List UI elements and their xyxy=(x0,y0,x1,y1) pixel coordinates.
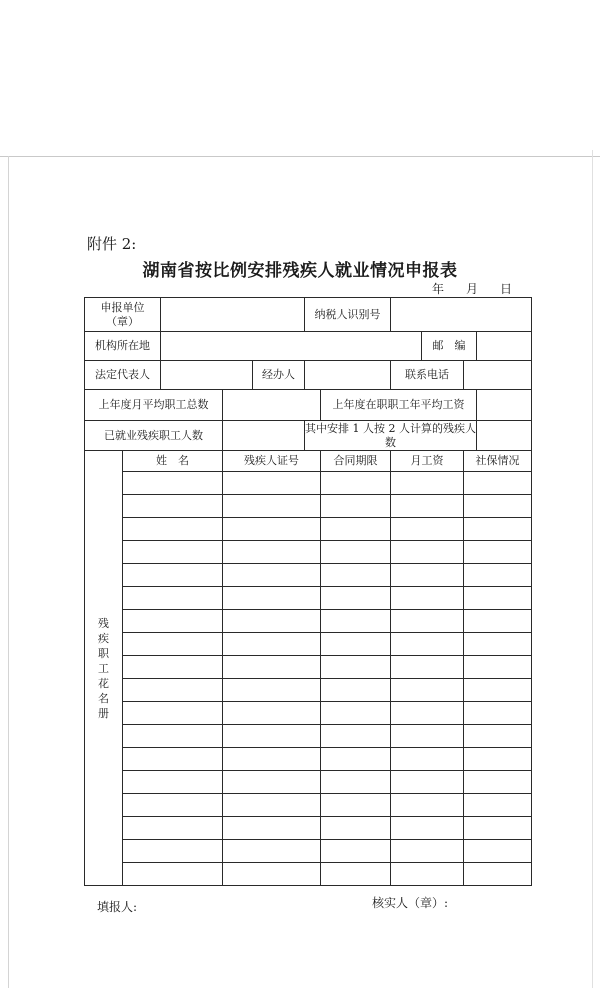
roster-cell[interactable] xyxy=(123,472,223,495)
roster-cell[interactable] xyxy=(391,840,464,863)
roster-cell[interactable] xyxy=(123,541,223,564)
roster-cell[interactable] xyxy=(321,771,391,794)
roster-cell[interactable] xyxy=(223,564,321,587)
col-contract-term: 合同期限 xyxy=(321,451,391,472)
roster-cell[interactable] xyxy=(321,794,391,817)
roster-cell[interactable] xyxy=(223,863,321,886)
roster-cell[interactable] xyxy=(123,794,223,817)
roster-cell[interactable] xyxy=(391,748,464,771)
roster-cell[interactable] xyxy=(223,748,321,771)
roster-cell[interactable] xyxy=(464,702,532,725)
roster-cell[interactable] xyxy=(391,495,464,518)
table-row xyxy=(85,702,532,725)
roster-cell[interactable] xyxy=(391,794,464,817)
roster-cell[interactable] xyxy=(321,656,391,679)
col-social-insurance: 社保情况 xyxy=(464,451,532,472)
paper-edge-top xyxy=(0,156,600,157)
roster-cell[interactable] xyxy=(123,564,223,587)
roster-cell[interactable] xyxy=(464,472,532,495)
roster-side-label xyxy=(85,451,123,886)
col-monthly-wage: 月工资 xyxy=(391,451,464,472)
roster-cell[interactable] xyxy=(391,564,464,587)
taxpayer-id-value[interactable] xyxy=(391,298,532,332)
postcode-value[interactable] xyxy=(477,332,532,361)
roster-cell[interactable] xyxy=(223,656,321,679)
roster-cell[interactable] xyxy=(391,771,464,794)
roster-cell[interactable] xyxy=(321,863,391,886)
roster-cell[interactable] xyxy=(391,472,464,495)
table-row xyxy=(85,610,532,633)
roster-header-row xyxy=(85,451,532,472)
roster-cell[interactable] xyxy=(223,587,321,610)
roster-cell[interactable] xyxy=(464,794,532,817)
roster-cell[interactable] xyxy=(391,679,464,702)
table-row xyxy=(85,518,532,541)
roster-cell[interactable] xyxy=(391,817,464,840)
roster-cell[interactable] xyxy=(123,748,223,771)
roster-cell[interactable] xyxy=(223,495,321,518)
roster-side-char: 工 xyxy=(98,661,109,675)
roster-cell[interactable] xyxy=(223,771,321,794)
applicant-value[interactable] xyxy=(161,298,305,332)
roster-cell[interactable] xyxy=(123,771,223,794)
counted-double-value[interactable] xyxy=(477,421,532,451)
table-row xyxy=(85,771,532,794)
table-row xyxy=(85,679,532,702)
table-row xyxy=(85,495,532,518)
roster-cell[interactable] xyxy=(321,587,391,610)
roster-cell[interactable] xyxy=(321,633,391,656)
roster-cell[interactable] xyxy=(464,771,532,794)
roster-cell[interactable] xyxy=(464,679,532,702)
roster-cell[interactable] xyxy=(321,495,391,518)
roster-cell[interactable] xyxy=(391,610,464,633)
roster-cell[interactable] xyxy=(321,817,391,840)
handler-value[interactable] xyxy=(305,361,391,390)
roster-cell[interactable] xyxy=(391,587,464,610)
roster-cell[interactable] xyxy=(321,725,391,748)
roster-cell[interactable] xyxy=(321,679,391,702)
location-value[interactable] xyxy=(161,332,422,361)
phone-value[interactable] xyxy=(464,361,532,390)
roster-cell[interactable] xyxy=(223,610,321,633)
roster-cell[interactable] xyxy=(223,541,321,564)
roster-cell[interactable] xyxy=(464,840,532,863)
legal-rep-value[interactable] xyxy=(161,361,253,390)
roster-cell[interactable] xyxy=(321,541,391,564)
roster-side-char: 册 xyxy=(98,706,109,720)
roster-cell[interactable] xyxy=(391,518,464,541)
avg-wage-label: 上年度在职职工年平均工资 xyxy=(321,390,477,421)
roster-cell[interactable] xyxy=(123,518,223,541)
roster-cell[interactable] xyxy=(123,610,223,633)
roster-side-char: 残 xyxy=(98,616,109,630)
roster-cell[interactable] xyxy=(464,495,532,518)
applicant-label-line1: 申报单位 xyxy=(100,300,145,314)
roster-cell[interactable] xyxy=(391,541,464,564)
roster-cell[interactable] xyxy=(123,702,223,725)
roster-cell[interactable] xyxy=(464,725,532,748)
roster-cell[interactable] xyxy=(464,541,532,564)
filled-by-label: 填报人: xyxy=(97,900,138,914)
counted-double-label: 其中安排 1 人按 2 人计算的残疾人数 xyxy=(305,421,477,449)
roster-cell[interactable] xyxy=(123,725,223,748)
roster-cell[interactable] xyxy=(321,702,391,725)
roster-cell[interactable] xyxy=(223,633,321,656)
roster-cell[interactable] xyxy=(223,679,321,702)
roster-cell[interactable] xyxy=(464,656,532,679)
roster-cell[interactable] xyxy=(464,817,532,840)
roster-cell[interactable] xyxy=(123,633,223,656)
roster-cell[interactable] xyxy=(464,518,532,541)
table-row xyxy=(85,633,532,656)
roster-cell[interactable] xyxy=(123,840,223,863)
table-row xyxy=(85,725,532,748)
form-row-staff xyxy=(85,390,532,421)
roster-cell[interactable] xyxy=(391,863,464,886)
table-row xyxy=(85,840,532,863)
roster-cell[interactable] xyxy=(464,587,532,610)
roster-cell[interactable] xyxy=(223,472,321,495)
form-row-location xyxy=(85,332,532,361)
table-row xyxy=(85,472,532,495)
verified-by-label: 核实人（章）: xyxy=(372,896,449,910)
location-label: 机构所在地 xyxy=(85,332,161,361)
phone-label: 联系电话 xyxy=(391,361,464,390)
roster-cell[interactable] xyxy=(464,633,532,656)
legal-rep-label: 法定代表人 xyxy=(85,361,161,390)
roster-cell[interactable] xyxy=(123,495,223,518)
roster-cell[interactable] xyxy=(123,656,223,679)
postcode-label: 邮 编 xyxy=(422,332,477,361)
taxpayer-id-label: 纳税人识别号 xyxy=(305,298,391,332)
roster-cell[interactable] xyxy=(391,633,464,656)
form-row-applicant xyxy=(85,298,532,332)
roster-cell[interactable] xyxy=(391,725,464,748)
attachment-label: 附件 2: xyxy=(87,235,137,253)
table-row xyxy=(85,541,532,564)
roster-cell[interactable] xyxy=(123,817,223,840)
roster-cell[interactable] xyxy=(123,863,223,886)
avg-staff-total-value[interactable] xyxy=(223,390,321,421)
avg-wage-value[interactable] xyxy=(477,390,532,421)
roster-side-char: 花 xyxy=(98,676,109,690)
handler-label: 经办人 xyxy=(253,361,305,390)
roster-cell[interactable] xyxy=(464,748,532,771)
table-row xyxy=(85,564,532,587)
roster-cell[interactable] xyxy=(391,702,464,725)
roster-cell[interactable] xyxy=(223,725,321,748)
table-row xyxy=(85,817,532,840)
date-year: 年 xyxy=(432,282,445,296)
roster-cell[interactable] xyxy=(321,472,391,495)
avg-staff-total-label: 上年度月平均职工总数 xyxy=(85,390,223,421)
roster-cell[interactable] xyxy=(321,564,391,587)
roster-cell[interactable] xyxy=(123,679,223,702)
table-row xyxy=(85,656,532,679)
roster-side-char: 疾 xyxy=(98,631,109,645)
roster-cell[interactable] xyxy=(321,518,391,541)
col-disability-cert-no: 残疾人证号 xyxy=(223,451,321,472)
applicant-label-line2: （章） xyxy=(106,314,139,328)
declaration-form-table xyxy=(84,297,532,886)
roster-cell[interactable] xyxy=(321,610,391,633)
form-title: 湖南省按比例安排残疾人就业情况申报表 xyxy=(142,261,458,281)
roster-cell[interactable] xyxy=(223,840,321,863)
table-row xyxy=(85,794,532,817)
table-row xyxy=(85,863,532,886)
roster-cell[interactable] xyxy=(464,564,532,587)
table-row xyxy=(85,748,532,771)
roster-cell[interactable] xyxy=(321,748,391,771)
roster-cell[interactable] xyxy=(391,656,464,679)
col-name: 姓 名 xyxy=(123,451,223,472)
form-row-disabled-count xyxy=(85,421,532,451)
roster-cell[interactable] xyxy=(223,518,321,541)
date-line xyxy=(432,280,512,297)
roster-cell[interactable] xyxy=(464,610,532,633)
date-month: 月 xyxy=(466,282,479,296)
employed-disabled-label: 已就业残疾职工人数 xyxy=(85,421,223,451)
roster-cell[interactable] xyxy=(223,794,321,817)
roster-side-char: 名 xyxy=(98,691,109,705)
employed-disabled-value[interactable] xyxy=(223,421,305,451)
applicant-label xyxy=(85,298,161,332)
table-row xyxy=(85,587,532,610)
roster-cell[interactable] xyxy=(464,863,532,886)
form-row-contacts xyxy=(85,361,532,390)
roster-side-char: 职 xyxy=(98,646,109,660)
roster-cell[interactable] xyxy=(123,587,223,610)
roster-cell[interactable] xyxy=(321,840,391,863)
roster-cell[interactable] xyxy=(223,702,321,725)
roster-cell[interactable] xyxy=(223,817,321,840)
date-day: 日 xyxy=(500,282,513,296)
